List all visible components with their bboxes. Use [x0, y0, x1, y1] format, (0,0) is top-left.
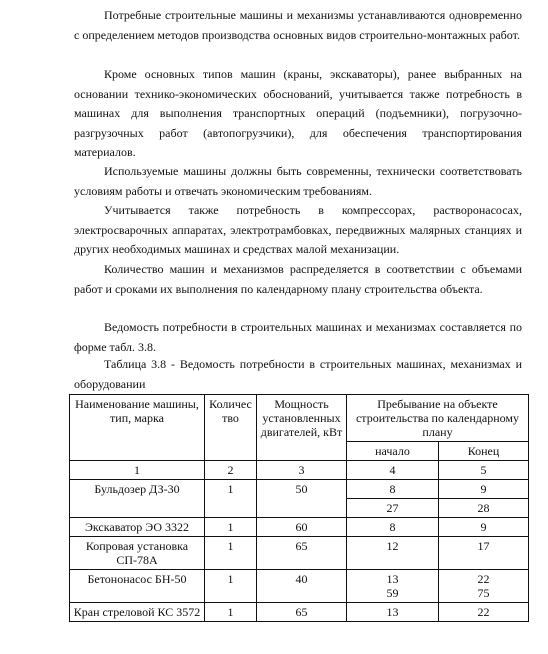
header-power: Мощность установленных двигателей, кВт — [257, 395, 347, 461]
table-number-row — [70, 461, 529, 480]
row-start: 27 — [347, 499, 439, 518]
row-start: 12 — [347, 537, 439, 570]
row-start: 59 — [386, 586, 399, 600]
row-start: 8 — [347, 480, 439, 499]
row-power: 65 — [257, 603, 347, 622]
row-end: 9 — [439, 480, 529, 499]
table-header-row — [70, 395, 529, 442]
row-end: 28 — [439, 499, 529, 518]
table-row — [70, 570, 529, 603]
paragraph-1: Потребные строительные машины и механизмы устанавливаются одновременно с определением методов производства основных видов строительно-монтажных работ. — [74, 8, 522, 42]
requirements-table — [69, 394, 529, 622]
table-row — [70, 518, 529, 537]
row-count: 1 — [205, 480, 257, 518]
row-count: 1 — [205, 518, 257, 537]
header-name: Наименование машины, тип, марка — [70, 395, 205, 461]
column-number: 5 — [439, 461, 529, 480]
paragraph-4: Учитывается также потребность в компрессорах, растворонасосах, электросварочных аппаратах, электротрамбовках, передвижных малярных станциях и других необходимых машинах и средствах малой механизации. — [74, 203, 522, 257]
row-count: 1 — [205, 570, 257, 603]
row-end: 22 — [477, 572, 490, 586]
row-name: Кран стреловой КС 3572 — [70, 603, 205, 622]
paragraph-3: Используемые машины должны быть современны, технически соответствовать условиям работы и отвечать экономическим требованиям. — [74, 164, 522, 198]
row-end: 9 — [439, 518, 529, 537]
table-row — [70, 480, 529, 499]
row-name: Копровая установка СП-78А — [70, 537, 205, 570]
header-stay: Пребывание на объекте строительства по календарному плану — [347, 395, 529, 442]
row-power: 60 — [257, 518, 347, 537]
column-number: 4 — [347, 461, 439, 480]
column-number: 1 — [70, 461, 205, 480]
row-power: 65 — [257, 537, 347, 570]
row-end: 17 — [439, 537, 529, 570]
row-end-cell — [439, 570, 529, 603]
row-name: Бульдозер ДЗ-30 — [70, 480, 205, 518]
row-power: 50 — [257, 480, 347, 518]
paragraph-6: Ведомость потребности в строительных машинах и механизмах составляется по форме табл. 3.8. — [74, 320, 522, 354]
header-start: начало — [347, 442, 439, 461]
row-count: 1 — [205, 603, 257, 622]
row-start-cell — [347, 570, 439, 603]
row-name: Бетононасос БН-50 — [70, 570, 205, 603]
row-start: 13 — [347, 603, 439, 622]
table-row — [70, 603, 529, 622]
column-number: 2 — [205, 461, 257, 480]
table-row — [70, 537, 529, 570]
row-count: 1 — [205, 537, 257, 570]
row-name: Экскаватор ЭО 3322 — [70, 518, 205, 537]
header-end: Конец — [439, 442, 529, 461]
row-start: 13 — [386, 572, 399, 586]
paragraph-2: Кроме основных типов машин (краны, экскаваторы), ранее выбранных на основании технико-экономических обоснований, учитывается также потребность в машинах для выполнения транспортных операций (подъемники), погрузочно-разгрузочных работ (автопогрузчики), для обеспечения транспортирования материалов. — [74, 67, 522, 160]
column-number: 3 — [257, 461, 347, 480]
table-caption: Таблица 3.8 - Ведомость потребности в строительных машинах, механизмах и оборудовании — [74, 357, 522, 391]
paragraph-5: Количество машин и механизмов распределяется в соответствии с объемами работ и сроками их выполнения по календарному плану строительства объекта. — [74, 262, 522, 296]
row-end: 22 — [439, 603, 529, 622]
row-end: 75 — [477, 586, 490, 600]
row-start: 8 — [347, 518, 439, 537]
header-count: Количество — [205, 395, 257, 461]
row-power: 40 — [257, 570, 347, 603]
